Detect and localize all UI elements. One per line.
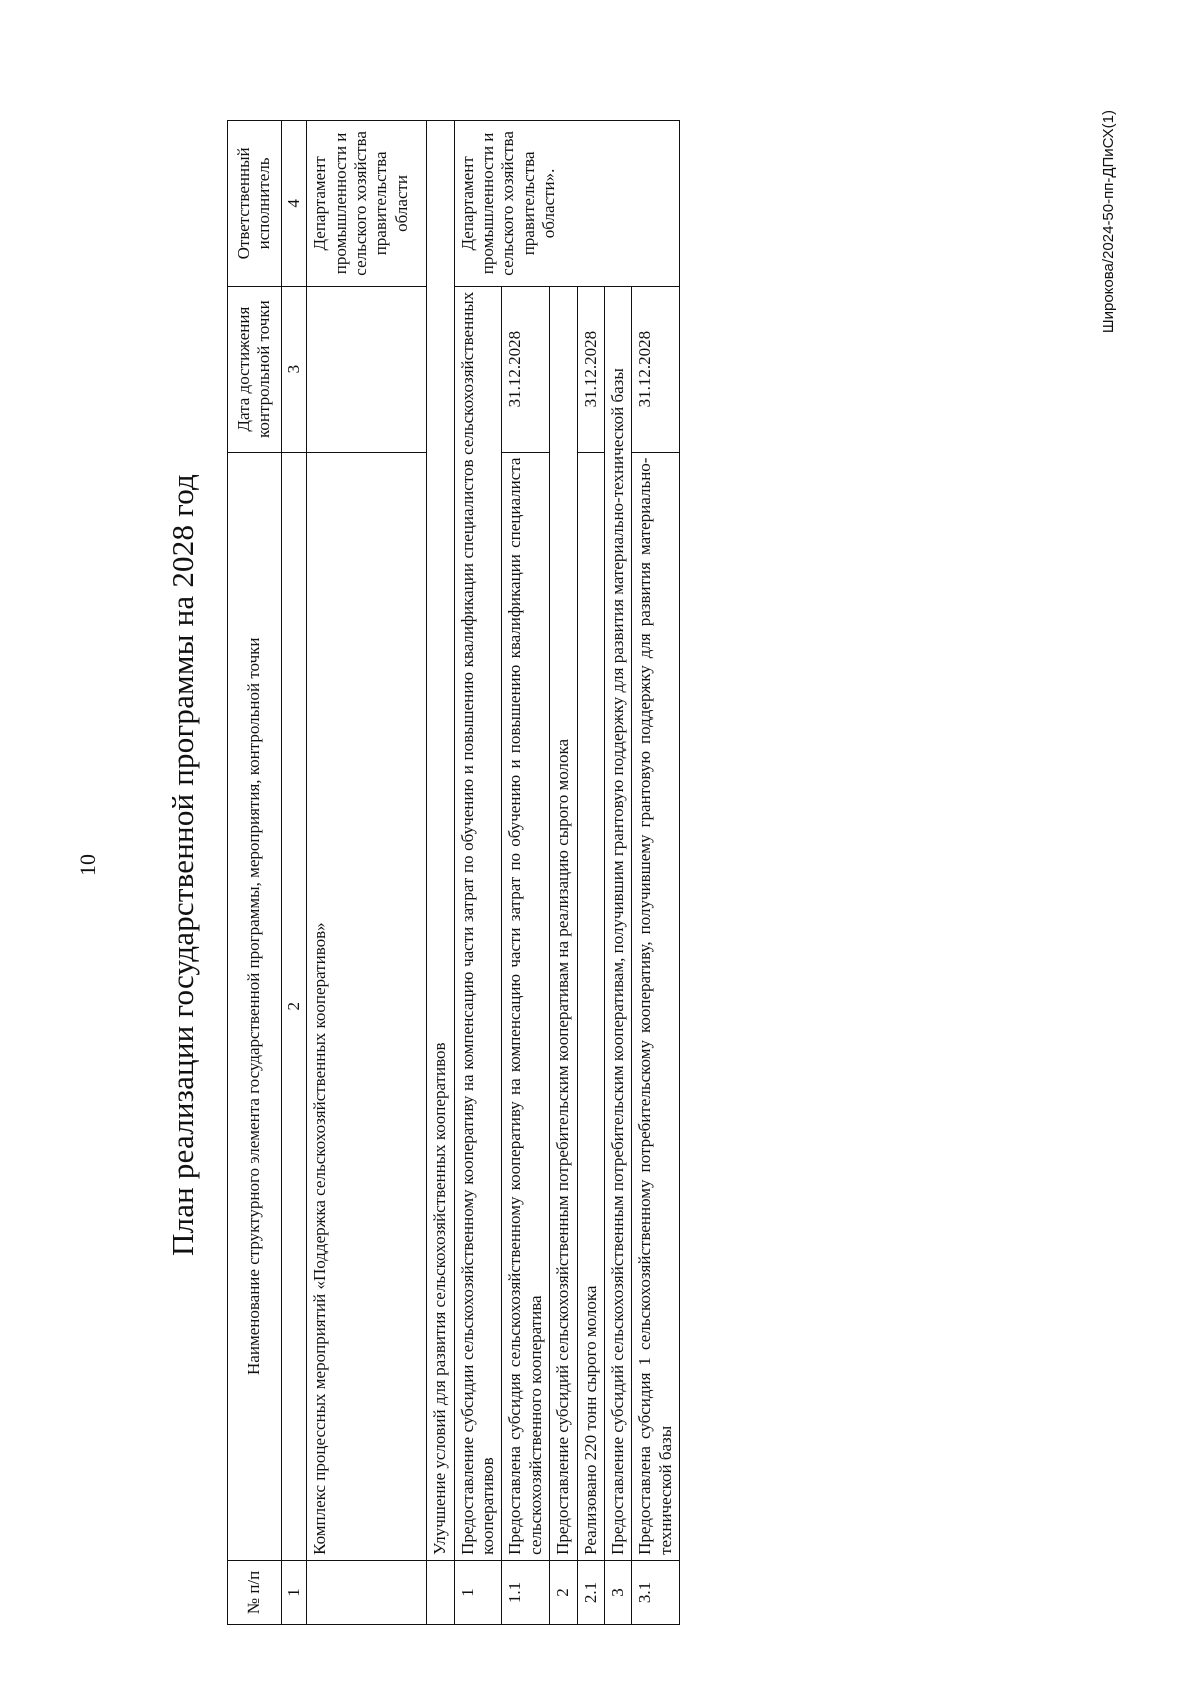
row-date: [307, 286, 427, 452]
row-name: Улучшение условий для развития сельскохозяйственных кооперативов: [427, 121, 454, 1561]
table-row: [502, 121, 550, 1625]
table-row: [550, 121, 577, 1625]
row-responsible: Департамент промышленности и сельского хозяйства правительства области: [307, 121, 427, 287]
row-name: Предоставление субсидий сельскохозяйственным потребительским кооперативам, получившим грантовую поддержку для развития материально-технической базы: [604, 286, 631, 1560]
header-date: Дата достижения контрольной точки: [228, 286, 282, 452]
row-num: [307, 1560, 427, 1624]
document-sheet: [45, 90, 1117, 1640]
row-num: 2.1: [577, 1560, 604, 1624]
row-date: 31.12.2028: [502, 286, 550, 452]
row-name: Комплекс процессных мероприятий «Поддержка сельскохозяйственных кооперативов»: [307, 452, 427, 1560]
column-number-row: [281, 121, 306, 1625]
header-responsible: Ответственный исполнитель: [228, 121, 282, 287]
table-row: [454, 121, 502, 1625]
row-name: Предоставлена субсидия сельскохозяйственному кооперативу на компенсацию части затрат по обучению и повышению квалификации специалиста сельскохозяйственного кооператива: [502, 452, 550, 1560]
table-row: [604, 121, 631, 1625]
col-number: 4: [281, 121, 306, 287]
table-header-row: [228, 121, 282, 1625]
table-row: [427, 121, 454, 1625]
row-num: 2: [550, 1560, 577, 1624]
col-number: 1: [281, 1560, 306, 1624]
page-title: План реализации государственной программы на 2028 год: [165, 473, 200, 1257]
row-date: 31.12.2028: [577, 286, 604, 452]
table-row: [577, 121, 604, 1625]
row-name: Предоставлена субсидия 1 сельскохозяйственному потребительскому кооперативу, получившему грантовую поддержку для развития материально-технической базы: [632, 452, 680, 1560]
row-name: Предоставление субсидий сельскохозяйственным потребительским кооперативам на реализацию сырого молока: [550, 286, 577, 1560]
row-name: Реализовано 220 тонн сырого молока: [577, 452, 604, 1560]
row-num: 3: [604, 1560, 631, 1624]
row-name: Предоставление субсидии сельскохозяйственному кооперативу на компенсацию части затрат по обучению и повышению квалификации специалистов сельскохозяйственных кооперативов: [454, 286, 502, 1560]
document-code: Широкова/2024-50-пп-ДПиСХ(1): [1100, 110, 1117, 334]
col-number: 2: [281, 452, 306, 1560]
row-num: 1.1: [502, 1560, 550, 1624]
table-row: [307, 121, 427, 1625]
row-num: 1: [454, 1560, 502, 1624]
col-number: 3: [281, 286, 306, 452]
row-num: [427, 1560, 454, 1624]
table-row: [632, 121, 680, 1625]
page-number: 10: [75, 854, 100, 876]
header-num: № п/п: [228, 1560, 282, 1624]
row-num: 3.1: [632, 1560, 680, 1624]
plan-table: [227, 120, 680, 1625]
header-name: Наименование структурного элемента государственной программы, мероприятия, контрольной точки: [228, 452, 282, 1560]
row-date: 31.12.2028: [632, 286, 680, 452]
row-responsible: Департамент промышленности и сельского хозяйства правительства области».: [454, 121, 680, 287]
